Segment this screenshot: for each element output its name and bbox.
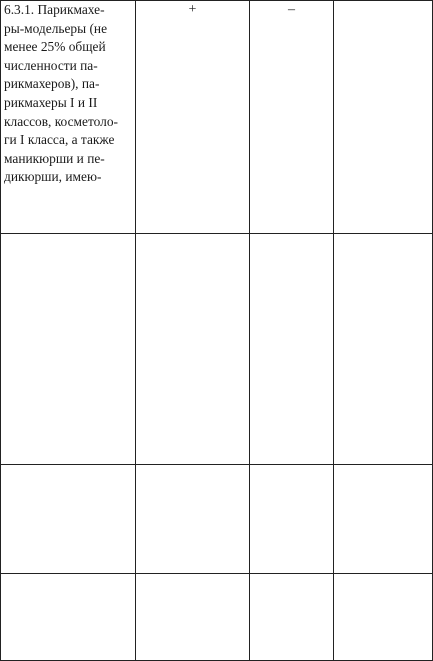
category-line: ры-модельеры (не xyxy=(4,20,108,36)
category-text xyxy=(1,1,135,187)
empty-cell xyxy=(1,234,136,465)
category-line: численности па- xyxy=(4,57,98,73)
empty-cell xyxy=(334,234,433,465)
empty-cell xyxy=(1,574,136,661)
category-line: маникюрши и пе- xyxy=(4,150,105,166)
empty-cell xyxy=(1,465,136,574)
empty-cell xyxy=(250,574,334,661)
table-row xyxy=(1,234,433,465)
category-cell xyxy=(1,1,136,234)
category-line: рикмахеры I и II xyxy=(4,94,98,110)
empty-cell xyxy=(334,574,433,661)
empty-cell xyxy=(250,234,334,465)
plus-mark-cell xyxy=(136,1,250,234)
empty-cell xyxy=(250,465,334,574)
category-line: ги I класса, а также xyxy=(4,132,115,148)
category-line: рикмахеров), па- xyxy=(4,76,100,92)
category-line: дикюрши, имею- xyxy=(4,169,102,185)
dash-mark: – xyxy=(288,2,295,17)
dash-mark-cell xyxy=(250,1,334,234)
category-line: 6.3.1. Парикмахе- xyxy=(4,2,105,17)
empty-cell xyxy=(136,574,250,661)
table-row xyxy=(1,465,433,574)
table-row xyxy=(1,1,433,234)
empty-cell xyxy=(334,465,433,574)
table-row xyxy=(1,574,433,661)
plus-mark: + xyxy=(188,2,197,17)
empty-cell xyxy=(136,465,250,574)
empty-cell xyxy=(334,1,433,234)
category-line: классов, косметоло- xyxy=(4,113,118,129)
category-line: менее 25% общей xyxy=(4,39,106,55)
empty-cell xyxy=(136,234,250,465)
